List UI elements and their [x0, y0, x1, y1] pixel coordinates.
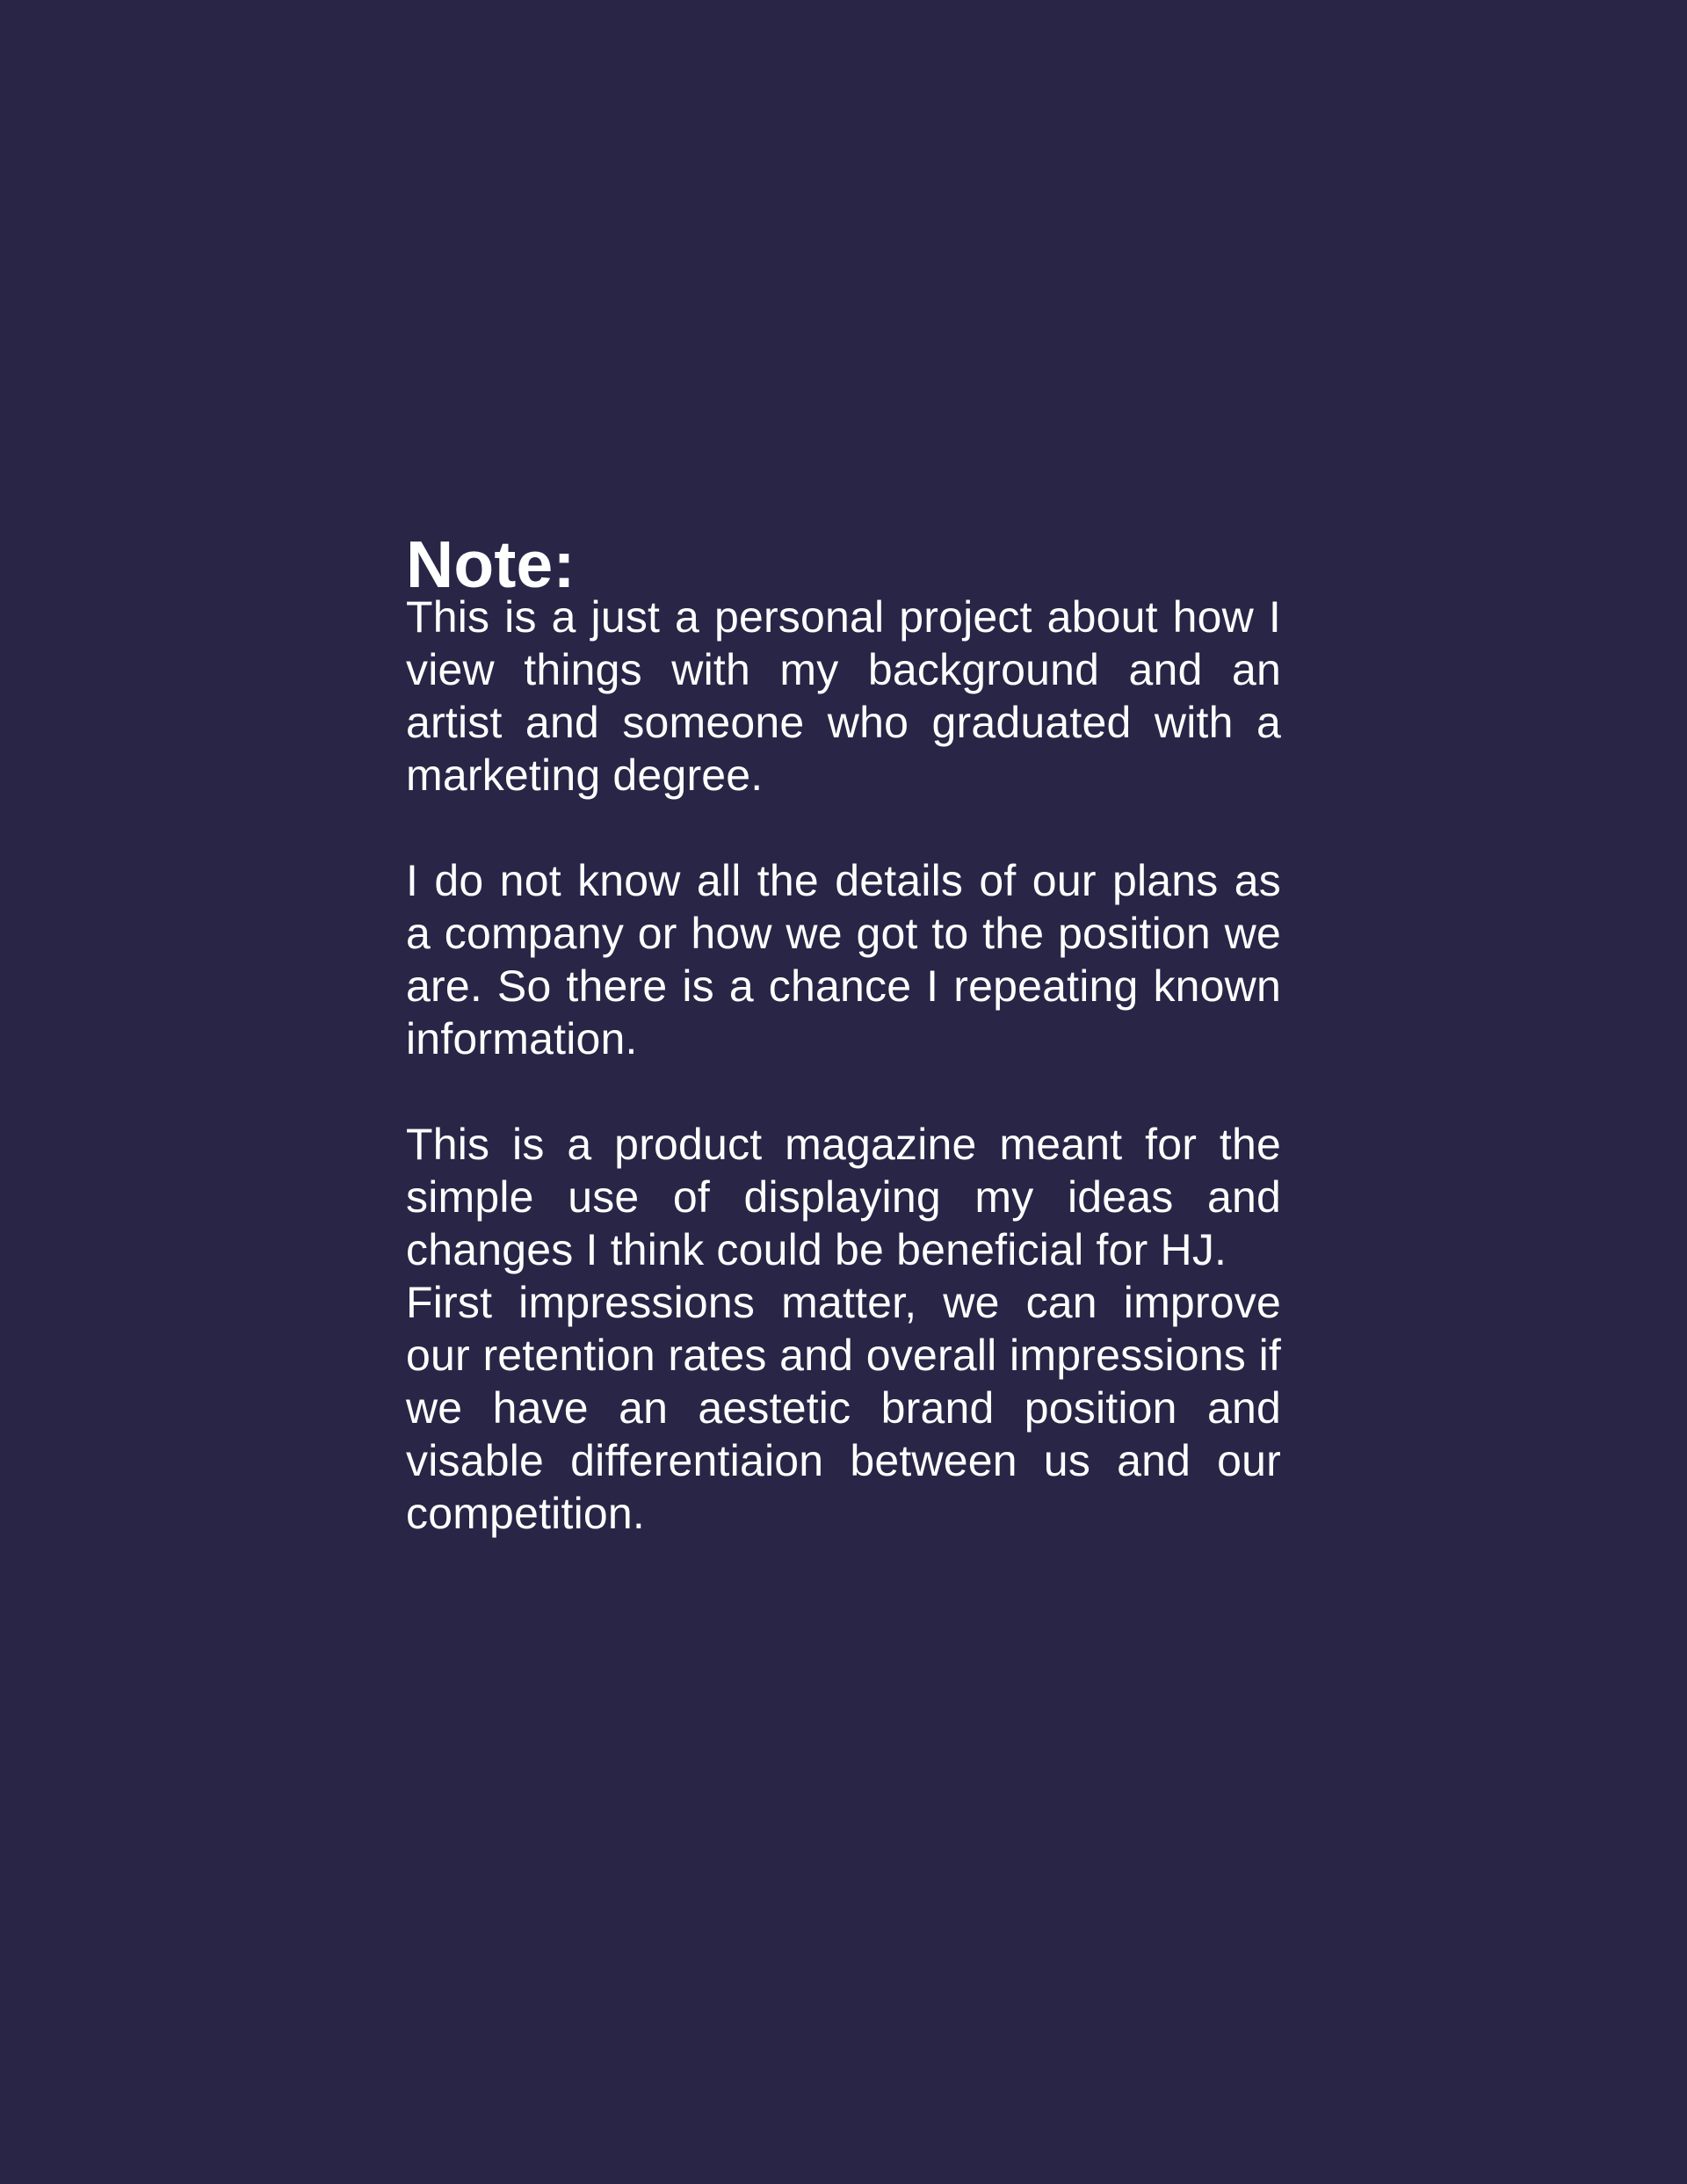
- paragraph-spacer: [406, 802, 1281, 854]
- note-paragraph-3: This is a product magazine meant for the simple use of displaying my ideas and changes I think could be beneficial for HJ.: [406, 1120, 1281, 1274]
- note-paragraph-2: I do not know all the details of our plans as a company or how we got to the position we are. So there is a chance I repeating known information.: [406, 856, 1281, 1063]
- note-paragraph-1: This is a just a personal project about how I view things with my background and an artist and someone who graduated with a marketing degree.: [406, 592, 1281, 800]
- note-block: [406, 527, 1281, 1540]
- paragraph-spacer: [406, 1065, 1281, 1118]
- note-heading: Note:: [406, 527, 576, 601]
- note-paragraph-4: First impressions matter, we can improve our retention rates and overall impressions if we have an aestetic brand position and visable differentiaion between us and our competition.: [406, 1278, 1281, 1538]
